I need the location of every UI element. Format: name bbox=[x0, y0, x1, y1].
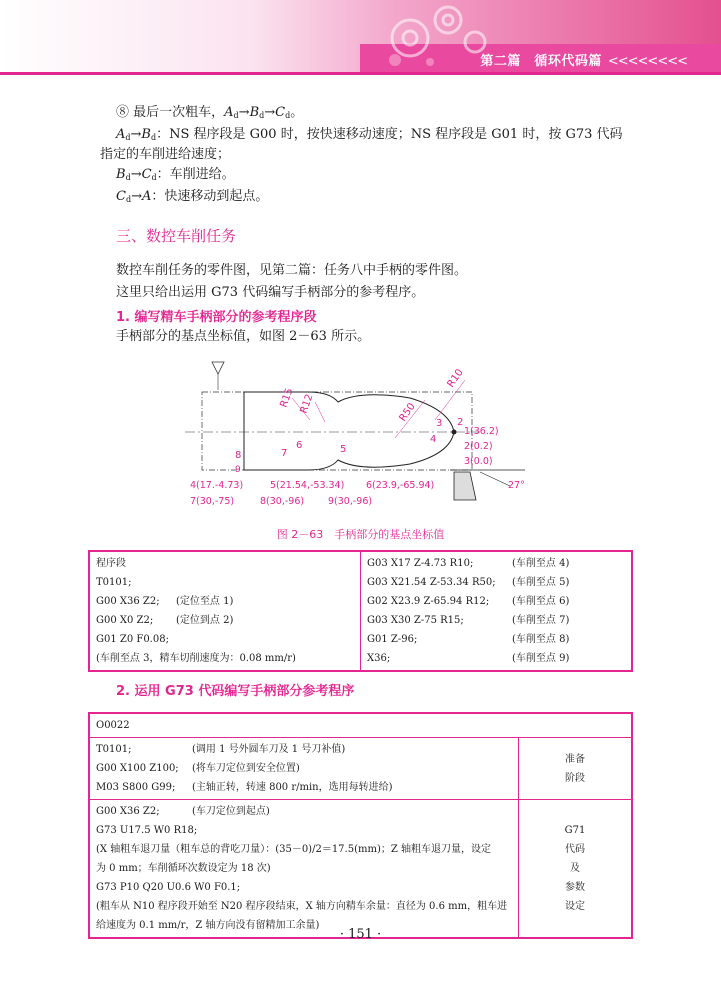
point-number-5: 5 bbox=[340, 444, 347, 455]
table-row: (X 轴粗车退刀量（粗车总的背吃刀量）：(35－0)/2＝17.5(mm)；Z 轴粗车退刀量，设定 bbox=[96, 844, 491, 855]
turning-tool-icon bbox=[454, 472, 476, 500]
r50-label: R50 bbox=[397, 401, 418, 424]
table-row: G02 X23.9 Z-65.94 R12; (车削至点 6) bbox=[367, 596, 570, 607]
table-row: 给速度为 0.1 mm/r，Z 轴方向没有留精加工余量) bbox=[96, 920, 320, 931]
point-number-4: 4 bbox=[430, 434, 437, 445]
g73-block bbox=[89, 800, 519, 939]
subheading-1-paragraph: 手柄部分的基点坐标值，如图 2－63 所示。 bbox=[116, 329, 371, 344]
section-paragraph-1: 数控车削任务的零件图，见第二篇：任务八中手柄的零件图。 bbox=[116, 263, 468, 278]
subheading-2: 2. 运用 G73 代码编写手柄部分参考程序 bbox=[116, 684, 355, 699]
point-number-6: 6 bbox=[296, 440, 303, 451]
coord-point-7: 7(30,-75) bbox=[190, 496, 235, 507]
table1-right-column bbox=[361, 551, 633, 671]
tool-angle-label: 27° bbox=[508, 480, 525, 491]
table-row: G00 X36 Z2; (车刀定位到起点) bbox=[96, 806, 270, 817]
table-row: G73 P10 Q20 U0.6 W0 F0.1; bbox=[96, 882, 241, 893]
table-row: T0101; (调用 1 号外圆车刀及 1 号刀补值) bbox=[96, 744, 346, 755]
header-title: 第二篇 循环代码篇 <<<<<<<< bbox=[480, 54, 687, 69]
ab-line: $A_d\to B_d$：NS 程序段是 G00 时，按快速移动速度；NS 程序段是 G01 时，按 G73 代码 bbox=[116, 127, 623, 142]
point-3-marker bbox=[452, 430, 457, 435]
finishing-program-table bbox=[88, 550, 633, 672]
step-8-line: ⑧ 最后一次粗车，$A_d\to B_d\to C_d$。 bbox=[116, 105, 304, 120]
coord-point-1: 1(36.2) bbox=[464, 426, 499, 437]
table-row: (粗车从 N10 程序段开始至 N20 程序段结束，X 轴方向精车余量：直径为 0.6 mm，粗车进 bbox=[96, 901, 508, 912]
section-paragraph-2: 这里只给出运用 G73 代码编写手柄部分的参考程序。 bbox=[116, 285, 425, 300]
point-number-8: 8 bbox=[235, 450, 242, 461]
coord-point-6: 6(23.9,-65.94) bbox=[366, 480, 435, 491]
table-row: G03 X30 Z-75 R15; (车削至点 7) bbox=[367, 615, 570, 626]
bc-line: $B_d\to C_d$：车削进给。 bbox=[116, 167, 235, 182]
coord-point-4: 4(17.-4.73) bbox=[190, 480, 244, 491]
table-row: (车削至点 3，精车切削速度为：0.08 mm/r) bbox=[96, 653, 296, 664]
coord-point-2: 2(0.2) bbox=[464, 441, 493, 452]
table-row: T0101; bbox=[96, 577, 132, 588]
r10-label: R10 bbox=[445, 367, 466, 390]
coord-point-5: 5(21.54,-53.34) bbox=[270, 480, 345, 491]
chevron-decoration-icon: <<<<<<<< bbox=[607, 54, 687, 69]
point-number-7: 7 bbox=[281, 448, 288, 459]
table-row: G01 Z-96; (车削至点 8) bbox=[367, 634, 570, 645]
g73-program-table bbox=[88, 712, 633, 939]
section-heading: 三、数控车削任务 bbox=[116, 227, 237, 245]
table-row: G03 X17 Z-4.73 R10; (车削至点 4) bbox=[367, 558, 570, 569]
table-row: G03 X21.54 Z-53.34 R50; (车削至点 5) bbox=[367, 577, 570, 588]
table-row: 为 0 mm；车削循环次数设定为 18 次) bbox=[96, 863, 271, 874]
g73-params-label: G71 代码 及 参数 设定 bbox=[519, 800, 633, 939]
page-number: · 151 · bbox=[339, 927, 382, 942]
coord-point-3: 3(0.0) bbox=[464, 456, 493, 467]
table-row: G00 X100 Z100; (将车刀定位到安全位置) bbox=[96, 763, 300, 774]
figure-caption: 图 2－63 手柄部分的基点坐标值 bbox=[276, 528, 445, 541]
table-row: X36; (车削至点 9) bbox=[367, 653, 570, 664]
table-row: M03 S800 G99; (主轴正转，转速 800 r/min，选用每转进给) bbox=[96, 782, 393, 793]
program-number: O0022 bbox=[89, 713, 632, 738]
prep-stage-label: 准备 阶段 bbox=[519, 738, 633, 800]
r12-label: R12 bbox=[298, 392, 316, 416]
table-row: 程序段 bbox=[96, 558, 126, 569]
datum-triangle-icon bbox=[212, 362, 224, 374]
coord-point-9: 9(30,-96) bbox=[328, 496, 373, 507]
ab-line-cont: 指定的车削进给速度； bbox=[100, 147, 231, 162]
handle-base-point-figure bbox=[180, 360, 540, 520]
point-number-3: 3 bbox=[436, 418, 443, 429]
point-number-9: 9 bbox=[235, 465, 241, 475]
table-row: G00 X0 Z2; (定位到点 2) bbox=[96, 615, 234, 626]
point-number-2: 2 bbox=[457, 417, 464, 428]
table1-left-column bbox=[89, 551, 361, 671]
subheading-1: 1. 编写精车手柄部分的参考程序段 bbox=[116, 310, 317, 325]
coord-point-8: 8(30,-96) bbox=[260, 496, 305, 507]
ca-line: $C_d\to A$：快速移动到起点。 bbox=[116, 189, 269, 204]
table-row: G00 X36 Z2; (定位至点 1) bbox=[96, 596, 234, 607]
page-header bbox=[0, 0, 721, 80]
table-row: G73 U17.5 W0 R18; bbox=[96, 825, 198, 836]
table-row: G01 Z0 F0.08; bbox=[96, 634, 169, 645]
prep-block bbox=[89, 738, 519, 800]
r15-label: R15 bbox=[278, 386, 296, 410]
